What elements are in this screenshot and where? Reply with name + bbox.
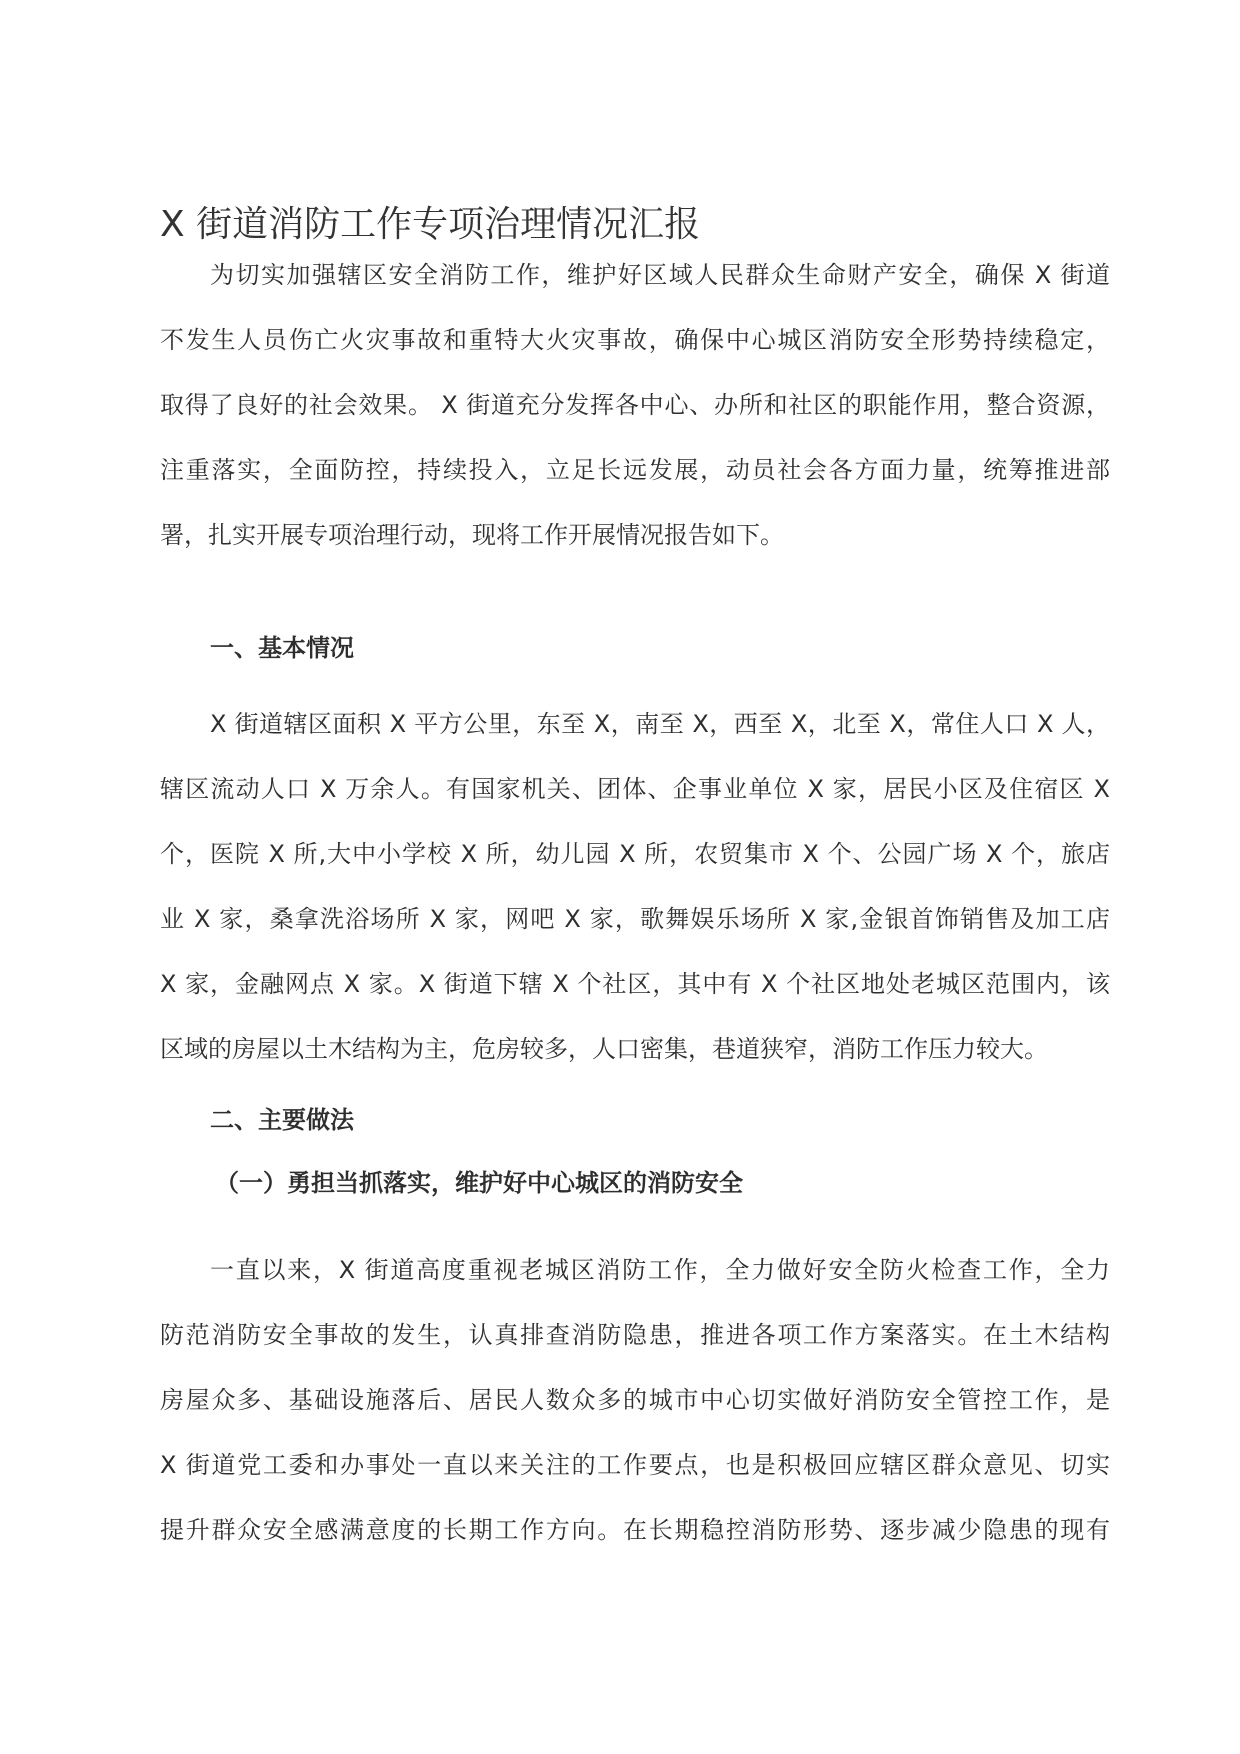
subsection-heading: （一）勇担当抓落实，维护好中心城区的消防安全 (215, 1169, 743, 1197)
paragraph-line: X 家，金融网点 X 家。X 街道下辖 X 个社区，其中有 X 个社区地处老城区范围内，该 (160, 970, 1110, 998)
section-heading-main-practices: 二、主要做法 (210, 1106, 354, 1134)
section-heading-basic-info: 一、基本情况 (210, 634, 354, 662)
paragraph-line: 取得了良好的社会效果。 X 街道充分发挥各中心、办所和社区的职能作用，整合资源， (160, 391, 1110, 419)
paragraph-line: 房屋众多、基础设施落后、居民人数众多的城市中心切实做好消防安全管控工作，是 (160, 1386, 1110, 1414)
paragraph-line: 不发生人员伤亡火灾事故和重特大火灾事故，确保中心城区消防安全形势持续稳定， (160, 326, 1110, 354)
paragraph-line: 辖区流动人口 X 万余人。有国家机关、团体、企事业单位 X 家，居民小区及住宿区 X (160, 775, 1110, 803)
paragraph-line: 业 X 家，桑拿洗浴场所 X 家，网吧 X 家，歌舞娱乐场所 X 家,金银首饰销售及加工店 (160, 905, 1110, 933)
paragraph-line: 区域的房屋以土木结构为主，危房较多，人口密集，巷道狭窄，消防工作压力较大。 (160, 1035, 1048, 1063)
paragraph-line: 注重落实，全面防控，持续投入，立足长远发展，动员社会各方面力量，统筹推进部 (160, 456, 1110, 484)
paragraph-line: X 街道党工委和办事处一直以来关注的工作要点，也是积极回应辖区群众意见、切实 (160, 1451, 1110, 1479)
paragraph-line: 提升群众安全感满意度的长期工作方向。在长期稳控消防形势、逐步减少隐患的现有 (160, 1516, 1110, 1544)
document-title: X 街道消防工作专项治理情况汇报 (160, 204, 701, 245)
basic-info-paragraph (160, 692, 1110, 1082)
paragraph-line: 署，扎实开展专项治理行动，现将工作开展情况报告如下。 (160, 521, 784, 549)
paragraph-line: 为切实加强辖区安全消防工作，维护好区域人民群众生命财产安全，确保 X 街道 (210, 261, 1110, 289)
paragraph-line: 防范消防安全事故的发生，认真排查消防隐患，推进各项工作方案落实。在土木结构 (160, 1321, 1110, 1349)
main-practices-paragraph (160, 1238, 1110, 1563)
intro-paragraph (160, 243, 1110, 568)
paragraph-line: 一直以来，X 街道高度重视老城区消防工作，全力做好安全防火检查工作，全力 (210, 1256, 1110, 1284)
paragraph-line: 个，医院 X 所,大中小学校 X 所，幼儿园 X 所，农贸集市 X 个、公园广场 X 个，旅店 (160, 840, 1110, 868)
paragraph-line: X 街道辖区面积 X 平方公里，东至 X，南至 X，西至 X，北至 X，常住人口 X 人， (210, 710, 1110, 738)
